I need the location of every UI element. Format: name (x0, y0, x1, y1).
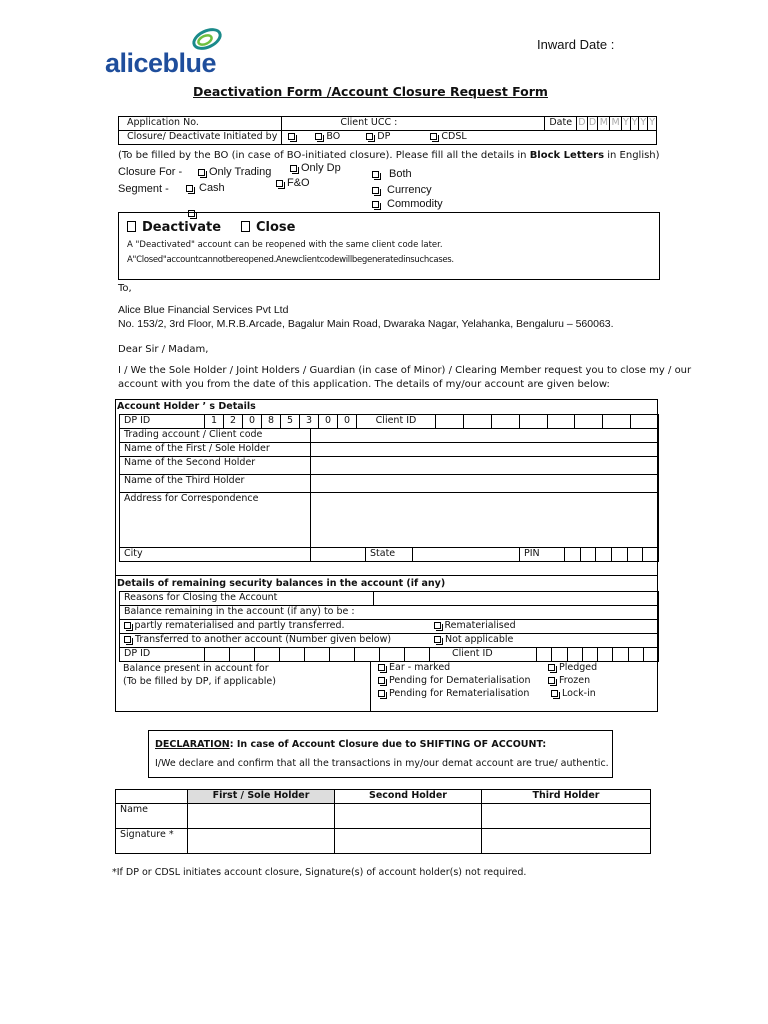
target-client-id-box[interactable] (567, 648, 582, 662)
deactivate-note: A "Deactivated" account can be reopened with the same client code later. (127, 240, 443, 250)
balances-table (119, 591, 659, 648)
city-field[interactable] (311, 548, 366, 562)
target-dpid-table (119, 647, 659, 662)
frozen-label: Frozen (559, 675, 591, 686)
third-holder-name-field[interactable] (482, 804, 651, 829)
segment-currency-option[interactable] (372, 184, 432, 196)
date-m2[interactable]: M (610, 117, 622, 131)
dp-id-digit: 0 (243, 415, 262, 429)
initiated-dp-label: DP (377, 131, 391, 142)
third-holder-label: Name of the Third Holder (120, 475, 311, 493)
initiated-cdsl-checkbox[interactable] (430, 133, 437, 140)
initiated-dp-checkbox[interactable] (366, 133, 373, 140)
dp-id-digit: 3 (300, 415, 319, 429)
partly-checkbox[interactable] (124, 622, 131, 629)
client-id-box[interactable] (436, 415, 464, 429)
address-field[interactable] (311, 493, 659, 548)
cash-checkbox[interactable] (186, 185, 193, 192)
action-box (118, 212, 660, 280)
target-dp-id-box[interactable] (205, 648, 230, 662)
declaration-title (155, 739, 546, 750)
deactivate-option[interactable] (127, 220, 221, 235)
pledged-checkbox[interactable] (548, 664, 555, 671)
cash-label: Cash (199, 182, 225, 194)
currency-label: Currency (387, 184, 432, 196)
signature-row-label: Signature * (116, 829, 188, 854)
frozen-checkbox[interactable] (548, 677, 555, 684)
instruction-bold: Block Letters (529, 150, 605, 161)
closure-only-trading-option[interactable] (198, 166, 271, 178)
second-holder-name-field[interactable] (335, 804, 482, 829)
segment-commodity-option[interactable] (372, 198, 443, 210)
holder-names-table (119, 428, 659, 548)
transferred-option[interactable] (124, 634, 391, 645)
holder-details-table (119, 414, 659, 429)
date-y3[interactable]: Y (639, 117, 648, 131)
lock-in-label: Lock-in (562, 688, 596, 699)
only-dp-checkbox[interactable] (290, 165, 297, 172)
transferred-label: Transferred to another account (Number given below) (135, 634, 392, 645)
company-address: No. 153/2, 3rd Floor, M.R.B.Arcade, Bagalur Main Road, Dwaraka Nagar, Yelahanka, Bengaluru – 560063. (118, 318, 614, 330)
target-dp-id-box[interactable] (230, 648, 255, 662)
company-name: Alice Blue Financial Services Pvt Ltd (118, 304, 289, 316)
letter-body-1: I / We the Sole Holder / Joint Holders / Guardian (in case of Minor) / Clearing Member request you to close my / our (118, 365, 692, 376)
footnote: *If DP or CDSL initiates account closure, Signature(s) of account holder(s) not required. (112, 867, 527, 878)
dp-id-digit: 5 (281, 415, 300, 429)
pending-remat-label: Pending for Rematerialisation (389, 688, 530, 699)
declaration-title-rest: : In case of Account Closure due to SHIFTING OF ACCOUNT: (229, 739, 547, 750)
initiated-blank-checkbox[interactable] (288, 133, 295, 140)
client-id-box[interactable] (519, 415, 547, 429)
fo-label: F&O (287, 177, 310, 189)
initiated-cdsl-label: CDSL (441, 131, 467, 142)
dp-id-digit: 0 (319, 415, 338, 429)
initiated-bo-label: BO (326, 131, 341, 142)
rematerialised-label: Rematerialised (444, 620, 516, 631)
balance-remaining-label: Balance remaining in the account (if any) to be : (120, 606, 659, 620)
name-row-label: Name (116, 804, 188, 829)
date-m1[interactable]: M (598, 117, 610, 131)
initiated-by-options (282, 131, 657, 145)
state-label: State (366, 548, 413, 562)
commodity-label: Commodity (387, 198, 443, 210)
logo (105, 26, 230, 78)
transferred-checkbox[interactable] (124, 636, 131, 643)
not-applicable-option[interactable] (434, 634, 513, 646)
salutation: Dear Sir / Madam, (118, 344, 209, 355)
pin-box[interactable] (580, 548, 596, 562)
rematerialised-checkbox[interactable] (434, 622, 441, 629)
segment-fo-option[interactable] (276, 177, 310, 189)
closure-for-label: Closure For - (118, 166, 183, 178)
target-dp-id-box[interactable] (355, 648, 380, 662)
target-dp-id-box[interactable] (330, 648, 355, 662)
target-client-id-box[interactable] (552, 648, 567, 662)
target-dp-id-box[interactable] (255, 648, 280, 662)
client-ucc-label: Client UCC : (340, 117, 398, 128)
partly-option[interactable] (124, 620, 345, 632)
target-dp-id-box[interactable] (280, 648, 305, 662)
city-state-pin-table (119, 547, 659, 562)
only-trading-checkbox[interactable] (198, 169, 205, 176)
dp-id-digit: 0 (338, 415, 357, 429)
pin-box[interactable] (643, 548, 659, 562)
deactivate-checkbox[interactable] (127, 221, 136, 232)
instruction-prefix: (To be filled by the BO (in case of BO-initiated closure). Please fill all the details in (118, 150, 530, 161)
instruction-suffix: in English) (604, 150, 660, 161)
first-holder-signature-field[interactable] (188, 829, 335, 854)
application-no-label: Application No. (119, 117, 282, 131)
deactivate-label: Deactivate (142, 220, 222, 235)
pin-box[interactable] (611, 548, 627, 562)
commodity-checkbox[interactable] (372, 201, 379, 208)
dp-id-digit: 1 (205, 415, 224, 429)
pending-demat-checkbox[interactable] (378, 677, 385, 684)
target-dp-id-box[interactable] (305, 648, 330, 662)
date-y4[interactable]: Y (648, 117, 657, 131)
account-holder-section (115, 399, 658, 712)
target-client-id-box[interactable] (582, 648, 597, 662)
declaration-text: I/We declare and confirm that all the transactions in my/our demat account are true/ authentic. (155, 758, 609, 769)
target-dp-id-label: DP ID (120, 648, 205, 662)
target-client-id-box[interactable] (643, 648, 658, 662)
date-label: Date (545, 117, 577, 131)
application-table (118, 116, 657, 145)
client-id-box[interactable] (575, 415, 603, 429)
target-dp-id-box[interactable] (405, 648, 430, 662)
initiated-by-label: Closure/ Deactivate Initiated by (119, 131, 282, 145)
only-dp-label: Only Dp (301, 162, 341, 174)
letter-body-2: account with you from the date of this application. The details of my/our account are given below: (118, 379, 610, 390)
segment-cash-option[interactable] (186, 182, 225, 194)
instruction-text (118, 150, 660, 161)
ear-marked-checkbox[interactable] (378, 664, 385, 671)
target-client-id-box[interactable] (598, 648, 613, 662)
target-client-id-box[interactable] (628, 648, 643, 662)
client-id-box[interactable] (631, 415, 659, 429)
third-holder-signature-field[interactable] (482, 829, 651, 854)
partly-label: partly rematerialised and partly transferred. (134, 620, 345, 631)
pin-label: PIN (520, 548, 565, 562)
segment-label: Segment - (118, 183, 169, 195)
close-option[interactable] (241, 220, 295, 235)
client-id-box[interactable] (603, 415, 631, 429)
target-client-id-box[interactable] (613, 648, 628, 662)
ear-marked-option[interactable] (378, 662, 450, 673)
close-checkbox[interactable] (241, 221, 250, 232)
not-applicable-label: Not applicable (445, 634, 514, 645)
balance-option-row-2 (120, 634, 659, 648)
fo-checkbox[interactable] (276, 180, 283, 187)
signature-corner-cell (116, 790, 188, 804)
pledged-option[interactable] (548, 662, 597, 673)
balances-heading: Details of remaining security balances in the account (if any) (117, 578, 446, 589)
first-holder-field[interactable] (311, 443, 659, 457)
pending-remat-checkbox[interactable] (378, 690, 385, 697)
frozen-option[interactable] (548, 675, 590, 686)
client-ucc-cell[interactable] (282, 117, 545, 131)
closure-both-option[interactable] (372, 168, 412, 180)
pin-box[interactable] (627, 548, 643, 562)
inward-date-label: Inward Date : (537, 37, 615, 52)
rematerialised-option[interactable] (434, 620, 516, 632)
trading-account-label: Trading account / Client code (120, 429, 311, 443)
close-note: A"Closed"accountcannotbereopened.Anewclientcodewillbegeneratedinsuchcases. (127, 255, 454, 265)
pending-demat-option[interactable] (378, 675, 531, 686)
trading-account-field[interactable] (311, 429, 659, 443)
dp-id-digit: 2 (224, 415, 243, 429)
client-id-box[interactable] (491, 415, 519, 429)
first-holder-column: First / Sole Holder (188, 790, 335, 804)
second-holder-field[interactable] (311, 457, 659, 475)
not-applicable-checkbox[interactable] (434, 636, 441, 643)
client-id-box[interactable] (463, 415, 491, 429)
closure-only-dp-option[interactable] (290, 162, 341, 174)
second-holder-column: Second Holder (335, 790, 482, 804)
first-holder-name-field[interactable] (188, 804, 335, 829)
target-client-id-box[interactable] (537, 648, 552, 662)
client-id-label: Client ID (357, 415, 436, 429)
balance-present-label-2: (To be filled by DP, if applicable) (123, 676, 276, 687)
second-holder-signature-field[interactable] (335, 829, 482, 854)
third-holder-column: Third Holder (482, 790, 651, 804)
balance-option-row-1 (120, 620, 659, 634)
ear-marked-label: Ear - marked (389, 662, 451, 673)
declaration-label: DECLARATION (155, 739, 230, 750)
divider (116, 575, 657, 576)
date-y1[interactable]: Y (622, 117, 631, 131)
pledged-label: Pledged (559, 662, 598, 673)
both-checkbox[interactable] (372, 171, 379, 178)
state-field[interactable] (413, 548, 520, 562)
first-holder-label: Name of the First / Sole Holder (120, 443, 311, 457)
pin-box[interactable] (565, 548, 581, 562)
pin-box[interactable] (596, 548, 612, 562)
form-title: Deactivation Form /Account Closure Request Form (193, 84, 548, 99)
pending-remat-option[interactable] (378, 688, 529, 699)
dp-id-digit: 8 (262, 415, 281, 429)
currency-checkbox[interactable] (372, 187, 379, 194)
third-holder-field[interactable] (311, 475, 659, 493)
date-d1[interactable]: D (577, 117, 588, 131)
city-label: City (120, 548, 311, 562)
to-label: To, (118, 283, 132, 294)
lock-in-option[interactable] (551, 688, 596, 699)
target-client-id-label: Client ID (430, 648, 537, 662)
client-id-box[interactable] (547, 415, 575, 429)
holder-details-heading: Account Holder ’ s Details (117, 401, 256, 412)
signature-table (115, 789, 651, 854)
close-label: Close (256, 220, 296, 235)
declaration-box (148, 730, 613, 778)
reasons-field[interactable] (374, 592, 659, 606)
date-y2[interactable]: Y (630, 117, 639, 131)
date-d2[interactable]: D (587, 117, 598, 131)
logo-text: aliceblue (105, 48, 217, 78)
balance-present-label-1: Balance present in account for (123, 663, 269, 674)
initiated-bo-checkbox[interactable] (315, 133, 322, 140)
both-label: Both (389, 168, 412, 180)
pending-demat-label: Pending for Dematerialisation (389, 675, 531, 686)
only-trading-label: Only Trading (209, 166, 272, 178)
reasons-label: Reasons for Closing the Account (120, 592, 374, 606)
lock-in-checkbox[interactable] (551, 690, 558, 697)
address-label: Address for Correspondence (120, 493, 311, 548)
dp-id-label: DP ID (120, 415, 205, 429)
target-dp-id-box[interactable] (380, 648, 405, 662)
balance-present-divider (370, 661, 371, 712)
second-holder-label: Name of the Second Holder (120, 457, 311, 475)
